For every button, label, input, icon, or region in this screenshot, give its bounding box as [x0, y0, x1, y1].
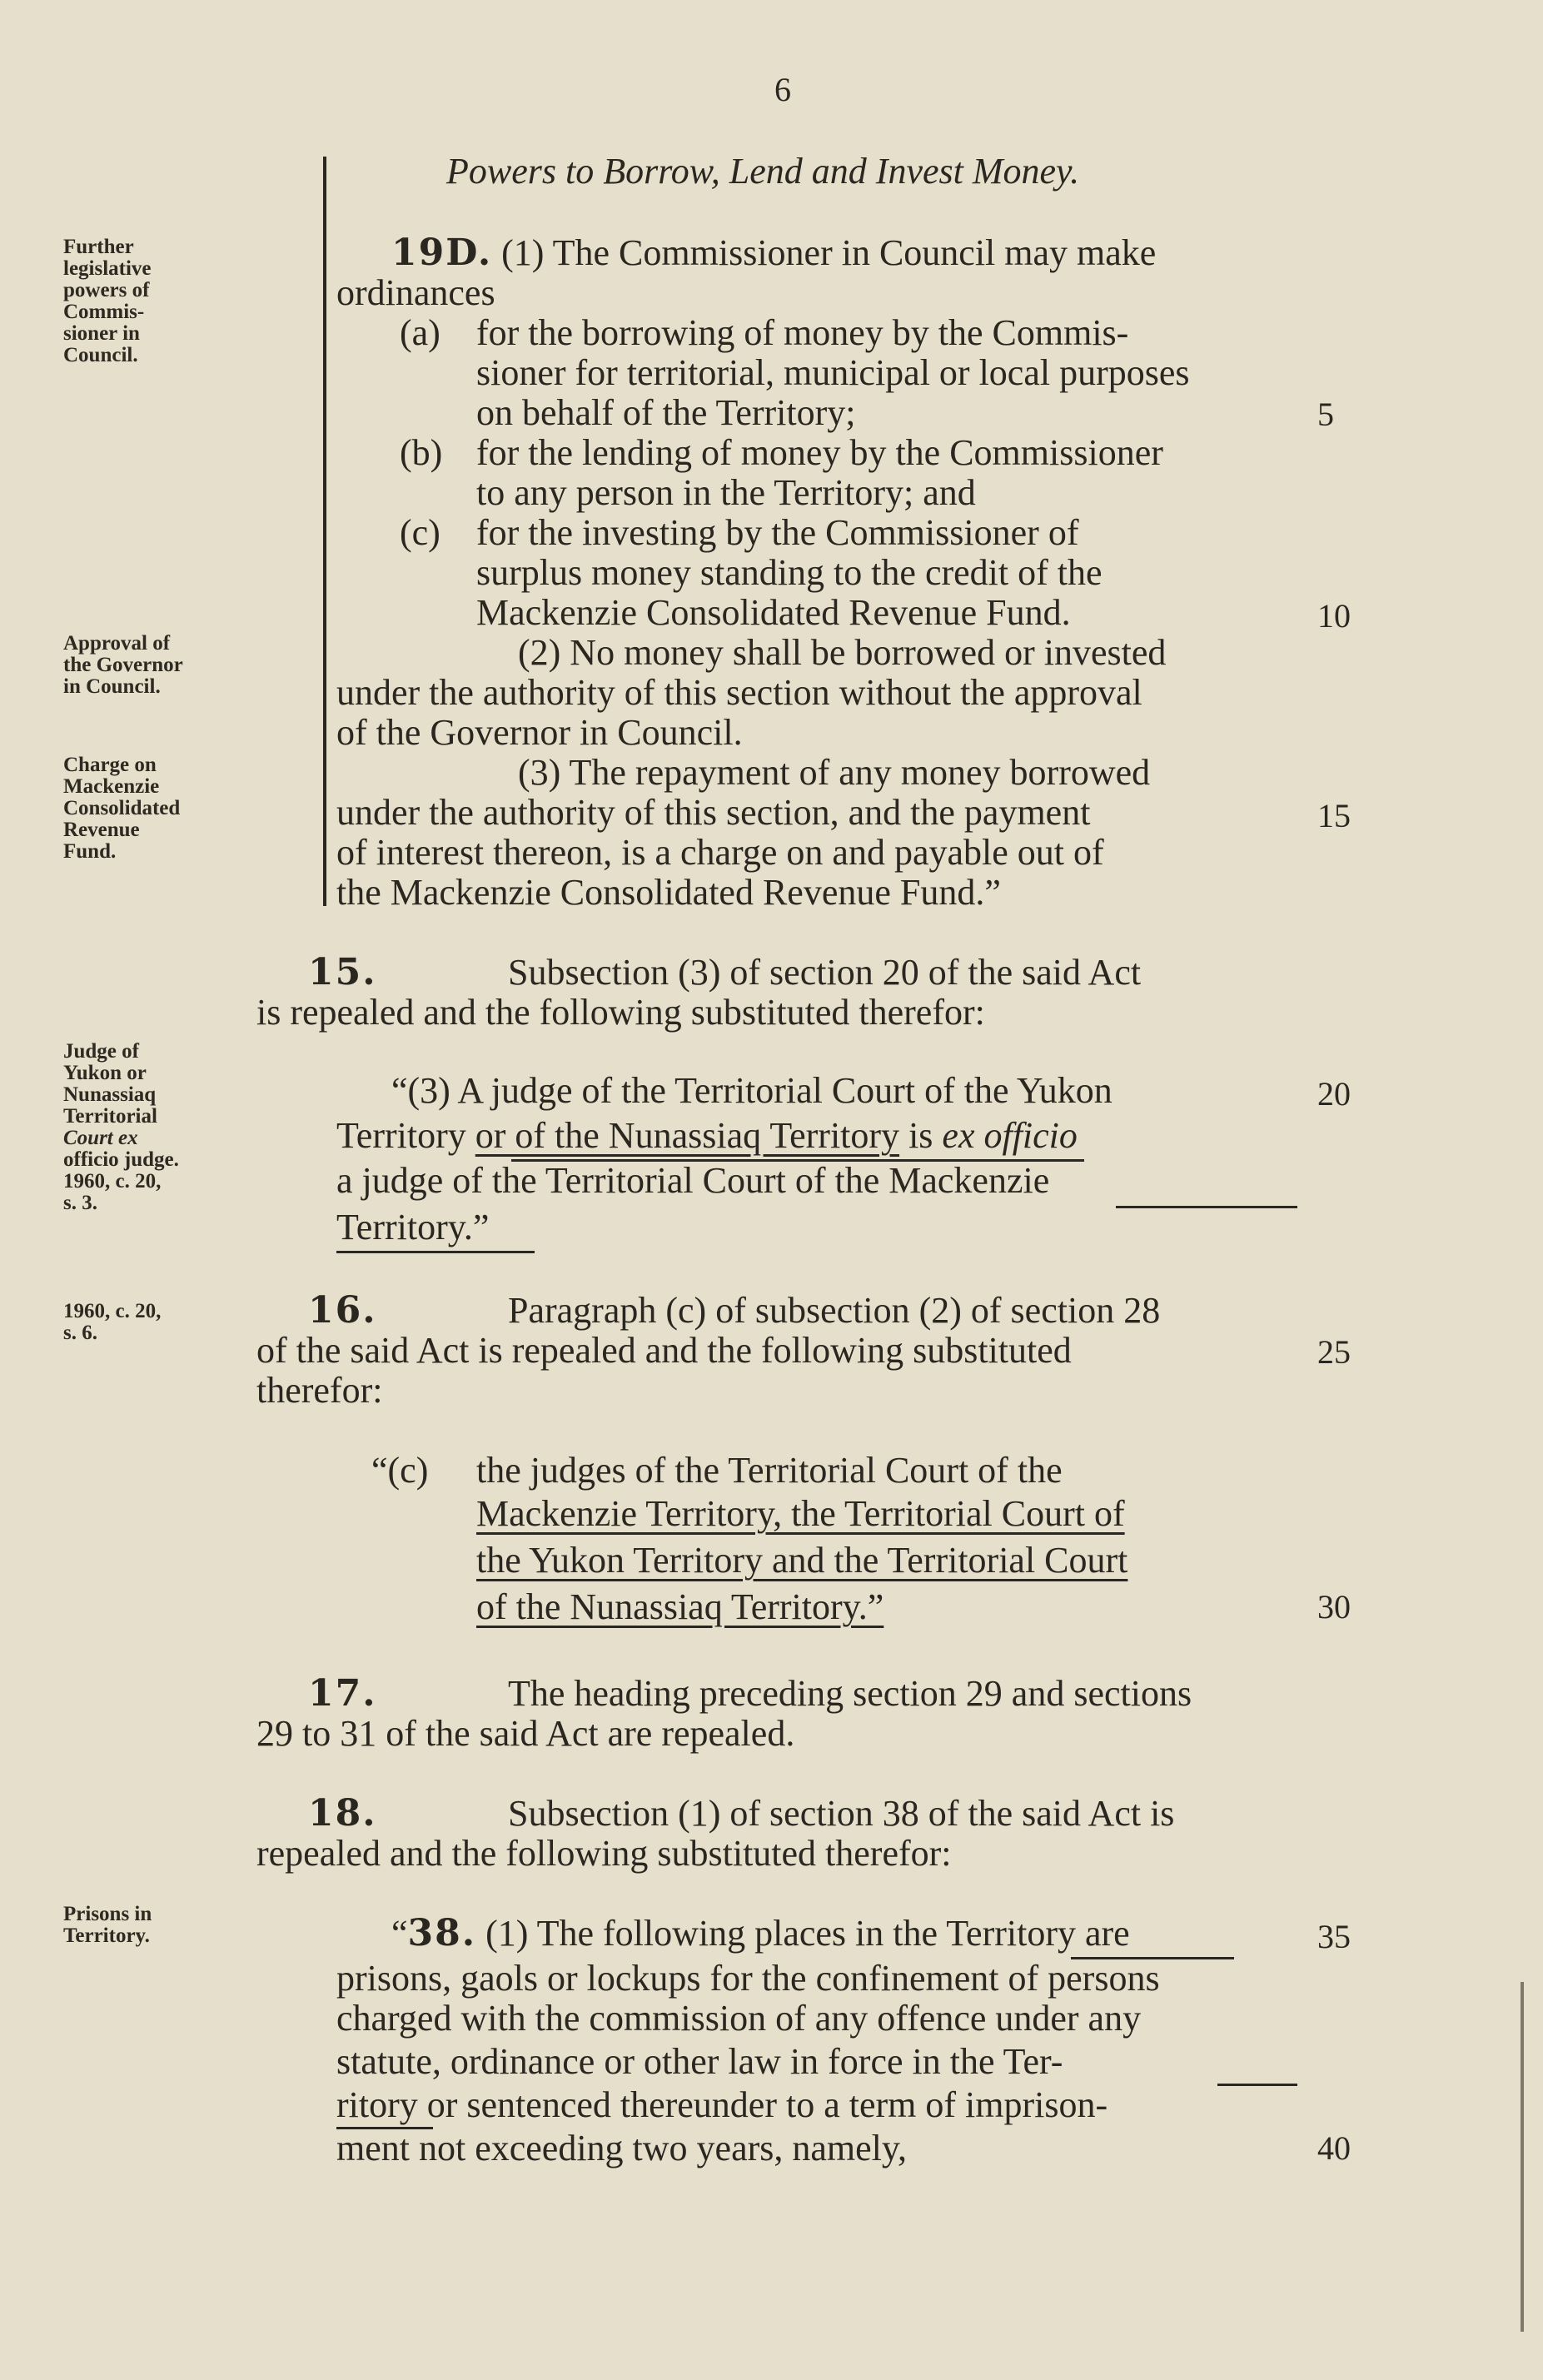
para-b-label: (b): [400, 432, 443, 473]
para-b-line: to any person in the Territory; and: [476, 472, 976, 513]
s18-quote-line-5: ritory or sentenced thereunder to a term of imprison-: [336, 2084, 1108, 2125]
margin-note-approval: Approval of the Governor in Council.: [63, 632, 183, 698]
margin-note-ref-16: 1960, c. 20, s. 6.: [63, 1300, 162, 1344]
s16-quote-label: “(c): [371, 1450, 429, 1491]
s16-quote-line: Mackenzie Territory, the Territorial Court of: [476, 1493, 1125, 1534]
subsection-3-line: the Mackenzie Consolidated Revenue Fund.”: [336, 872, 1001, 913]
overline-rule: [1116, 1206, 1297, 1208]
section-heading: Powers to Borrow, Lend and Invest Money.: [446, 151, 1080, 192]
s16-quote-line: the Yukon Territory and the Territorial Court: [476, 1540, 1128, 1581]
s18-quote-line-4: statute, ordinance or other law in force in the Ter-: [336, 2041, 1063, 2082]
s17-number: 17.: [308, 1672, 377, 1715]
page-number: 6: [774, 71, 791, 108]
para-c-line: Mackenzie Consolidated Revenue Fund.: [476, 592, 1071, 633]
underline-rule: [1217, 2084, 1297, 2086]
s16-line-1: Paragraph (c) of subsection (2) of section 28: [508, 1290, 1161, 1331]
s19d-line-1: 19D. (1) The Commissioner in Council may make: [391, 232, 1157, 274]
section-number: 19D.: [391, 232, 493, 274]
s18-quote-line-1: “38. (1) The following places in the Territory are: [391, 1912, 1130, 1954]
line-number: 20: [1317, 1075, 1351, 1113]
para-a-line: for the borrowing of money by the Commis-: [476, 312, 1129, 353]
line-number: 35: [1317, 1918, 1351, 1955]
s18-quote-line-3: charged with the commission of any offence under any: [336, 1998, 1142, 2039]
line-number: 40: [1317, 2129, 1351, 2167]
para-c-line: for the investing by the Commissioner of: [476, 512, 1079, 553]
para-a-line: sioner for territorial, municipal or local purposes: [476, 352, 1190, 393]
s15-quote-line-2: Territory or of the Nunassiaq Territory is ex officio: [336, 1115, 1078, 1156]
vertical-rule: [323, 157, 326, 906]
margin-note-charge: Charge on Mackenzie Consolidated Revenue Fund.: [63, 754, 181, 863]
s16-line-3: therefor:: [256, 1370, 383, 1411]
margin-note-prisons: Prisons in Territory.: [63, 1903, 152, 1947]
subsection-2-line: of the Governor in Council.: [336, 712, 743, 753]
s18-line-1: Subsection (1) of section 38 of the said Act is: [508, 1793, 1175, 1834]
s18-line-2: repealed and the following substituted therefor:: [256, 1833, 952, 1874]
s18-quote-line-2: prisons, gaols or lockups for the confinement of persons: [336, 1958, 1160, 1999]
s19d-line-2: ordinances: [336, 272, 495, 313]
s18-number: 18.: [308, 1792, 377, 1835]
line-number: 15: [1317, 797, 1351, 834]
subsection-2-line: under the authority of this section without the approval: [336, 672, 1142, 713]
s15-number: 15.: [308, 951, 377, 993]
s15-quote-line-1: “(3) A judge of the Territorial Court of the Yukon: [391, 1070, 1112, 1111]
line-number: 10: [1317, 597, 1351, 635]
binding-edge: [1521, 1982, 1524, 2332]
line-number: 5: [1317, 396, 1334, 433]
para-a-line: on behalf of the Territory;: [476, 392, 856, 433]
s15-quote-line-4: Territory.”: [336, 1207, 490, 1247]
para-c-label: (c): [400, 512, 441, 553]
margin-note-further-powers: Further legislative powers of Commis- sioner in Council.: [63, 236, 152, 366]
subsection-3-line: under the authority of this section, and the payment: [336, 792, 1091, 833]
para-b-line: for the lending of money by the Commissioner: [476, 432, 1163, 473]
s17-line-2: 29 to 31 of the said Act are repealed.: [256, 1713, 795, 1754]
subsection-2-line: (2) No money shall be borrowed or invested: [518, 632, 1167, 673]
subsection-3-line: (3) The repayment of any money borrowed: [518, 752, 1151, 793]
para-c-line: surplus money standing to the credit of the: [476, 552, 1102, 593]
s15-line-1: Subsection (3) of section 20 of the said Act: [508, 952, 1142, 993]
s15-line-2: is repealed and the following substituted therefor:: [256, 992, 985, 1033]
underline-rule: [336, 1251, 535, 1253]
s15-quote-line-3: a judge of the Territorial Court of the Mackenzie: [336, 1160, 1050, 1201]
s18-quote-line-6: ment not exceeding two years, namely,: [336, 2128, 908, 2168]
s17-line-1: The heading preceding section 29 and sections: [508, 1673, 1192, 1714]
s16-number: 16.: [308, 1289, 377, 1332]
s16-quote-line: the judges of the Territorial Court of the: [476, 1450, 1063, 1491]
para-a-label: (a): [400, 312, 441, 353]
s16-quote-line: of the Nunassiaq Territory.”: [476, 1586, 884, 1627]
line-number: 25: [1317, 1333, 1351, 1371]
subsection-3-line: of interest thereon, is a charge on and payable out of: [336, 832, 1104, 873]
margin-note-judge: Judge of Yukon or Nunassiaq Territorial Court ex officio judge. 1960, c. 20, s. 3.: [63, 1040, 179, 1214]
s16-line-2: of the said Act is repealed and the following substituted: [256, 1330, 1072, 1371]
line-number: 30: [1317, 1588, 1351, 1626]
